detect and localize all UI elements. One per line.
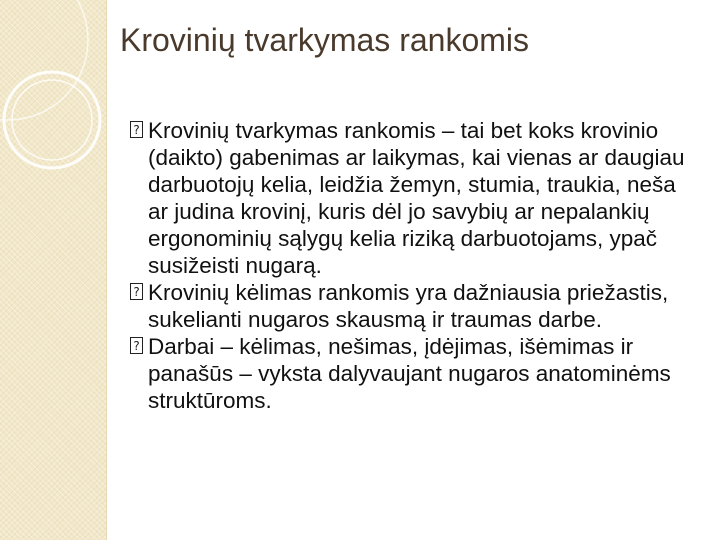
bullet-placeholder-icon: ? <box>130 283 143 300</box>
bullet-text: – tai bet koks krovinio (daikto) gabenimas ar laikymas, kai vienas ar daugiau darbuotojų kelia, leidžia žemyn, stumia, traukia, neša ar judina krovinį, kuris dėl jo savybių ar nepalankių ergonominių sąlygų kelia riziką darbuotojams, ypač susižeisti nugarą. <box>148 118 685 278</box>
bullet-item <box>130 117 690 279</box>
bullet-placeholder-icon: ? <box>130 121 143 138</box>
bullet-placeholder-icon: ? <box>130 337 143 354</box>
bullet-lead: Krovinių tvarkymas rankomis <box>148 118 436 143</box>
slide-title: Krovinių tvarkymas rankomis <box>120 22 529 58</box>
bullet-text: Darbai – kėlimas, nešimas, įdėjimas, išėmimas ir panašūs – vyksta dalyvaujant nugaros anatominėms struktūroms. <box>148 334 671 413</box>
bullet-list <box>130 117 690 414</box>
bullet-item <box>130 333 690 414</box>
circle-decoration-icon <box>0 0 140 200</box>
bullet-item <box>130 279 690 333</box>
bullet-text: Krovinių kėlimas rankomis yra dažniausia priežastis, sukelianti nugaros skausmą ir traumas darbe. <box>148 280 669 332</box>
